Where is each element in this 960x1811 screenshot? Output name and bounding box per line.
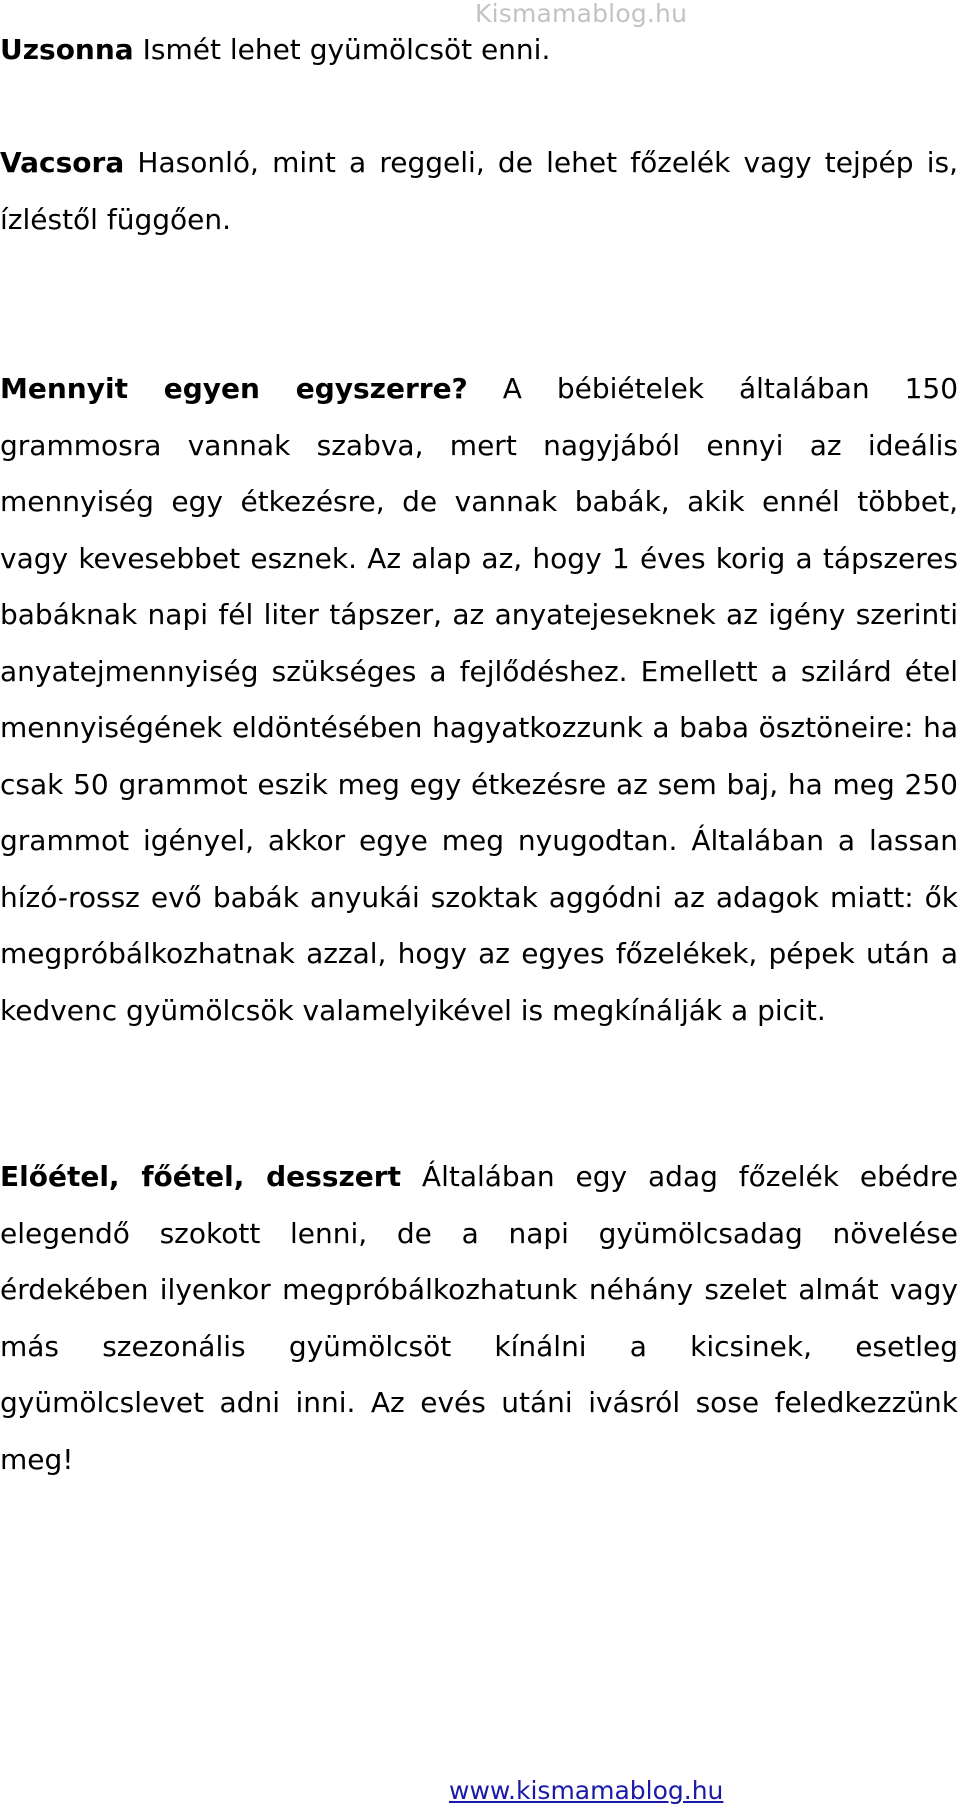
footer-website-link[interactable]: www.kismamablog.hu (449, 1776, 724, 1805)
paragraph-vacsora (0, 135, 958, 248)
paragraph-text: Hasonló, mint a reggeli, de lehet főzelék vagy tejpép is, ízléstől függően. (0, 146, 958, 236)
paragraph-heading: Vacsora (0, 146, 125, 179)
paragraph-eloetel-foetel-desszert (0, 1149, 958, 1488)
header-watermark: Kismamablog.hu (475, 0, 688, 28)
paragraph-heading: Mennyit egyen egyszerre? (0, 372, 468, 405)
paragraph-text: Általában egy adag főzelék ebédre elegendő szokott lenni, de a napi gyümölcsadag növelése érdekében ilyenkor megpróbálkozhatunk néhány szelet almát vagy más szezonális gyümölcsöt kínálni a kicsinek, esetleg gyümölcslevet adni inni. Az evés utáni ivásról sose feledkezzünk meg! (0, 1160, 958, 1476)
paragraph-text: A bébiételek általában 150 grammosra vannak szabva, mert nagyjából ennyi az ideális mennyiség egy étkezésre, de vannak babák, akik ennél többet, vagy kevesebbet esznek. Az alap az, hogy 1 éves korig a tápszeres babáknak napi fél liter tápszer, az anyatejeseknek az igény szerinti anyatejmennyiség szükséges a fejlődéshez. Emellett a szilárd étel mennyiségének eldöntésében hagyatkozzunk a baba ösztöneire: ha csak 50 grammot eszik meg egy étkezésre az sem baj, ha meg 250 grammot igényel, akkor egye meg nyugodtan. Általában a lassan hízó-rossz evő babák anyukái szoktak aggódni az adagok miatt: ők megpróbálkozhatnak azzal, hogy az egyes főzelékek, pépek után a kedvenc gyümölcsök valamelyikével is megkínálják a picit. (0, 372, 959, 1027)
paragraph-text: Ismét lehet gyümölcsöt enni. (133, 33, 551, 66)
paragraph-mennyit-egyen (0, 361, 958, 1039)
paragraph-heading: Uzsonna (0, 33, 134, 66)
paragraph-uzsonna (0, 22, 958, 79)
paragraph-heading: Előétel, főétel, desszert (0, 1160, 401, 1193)
